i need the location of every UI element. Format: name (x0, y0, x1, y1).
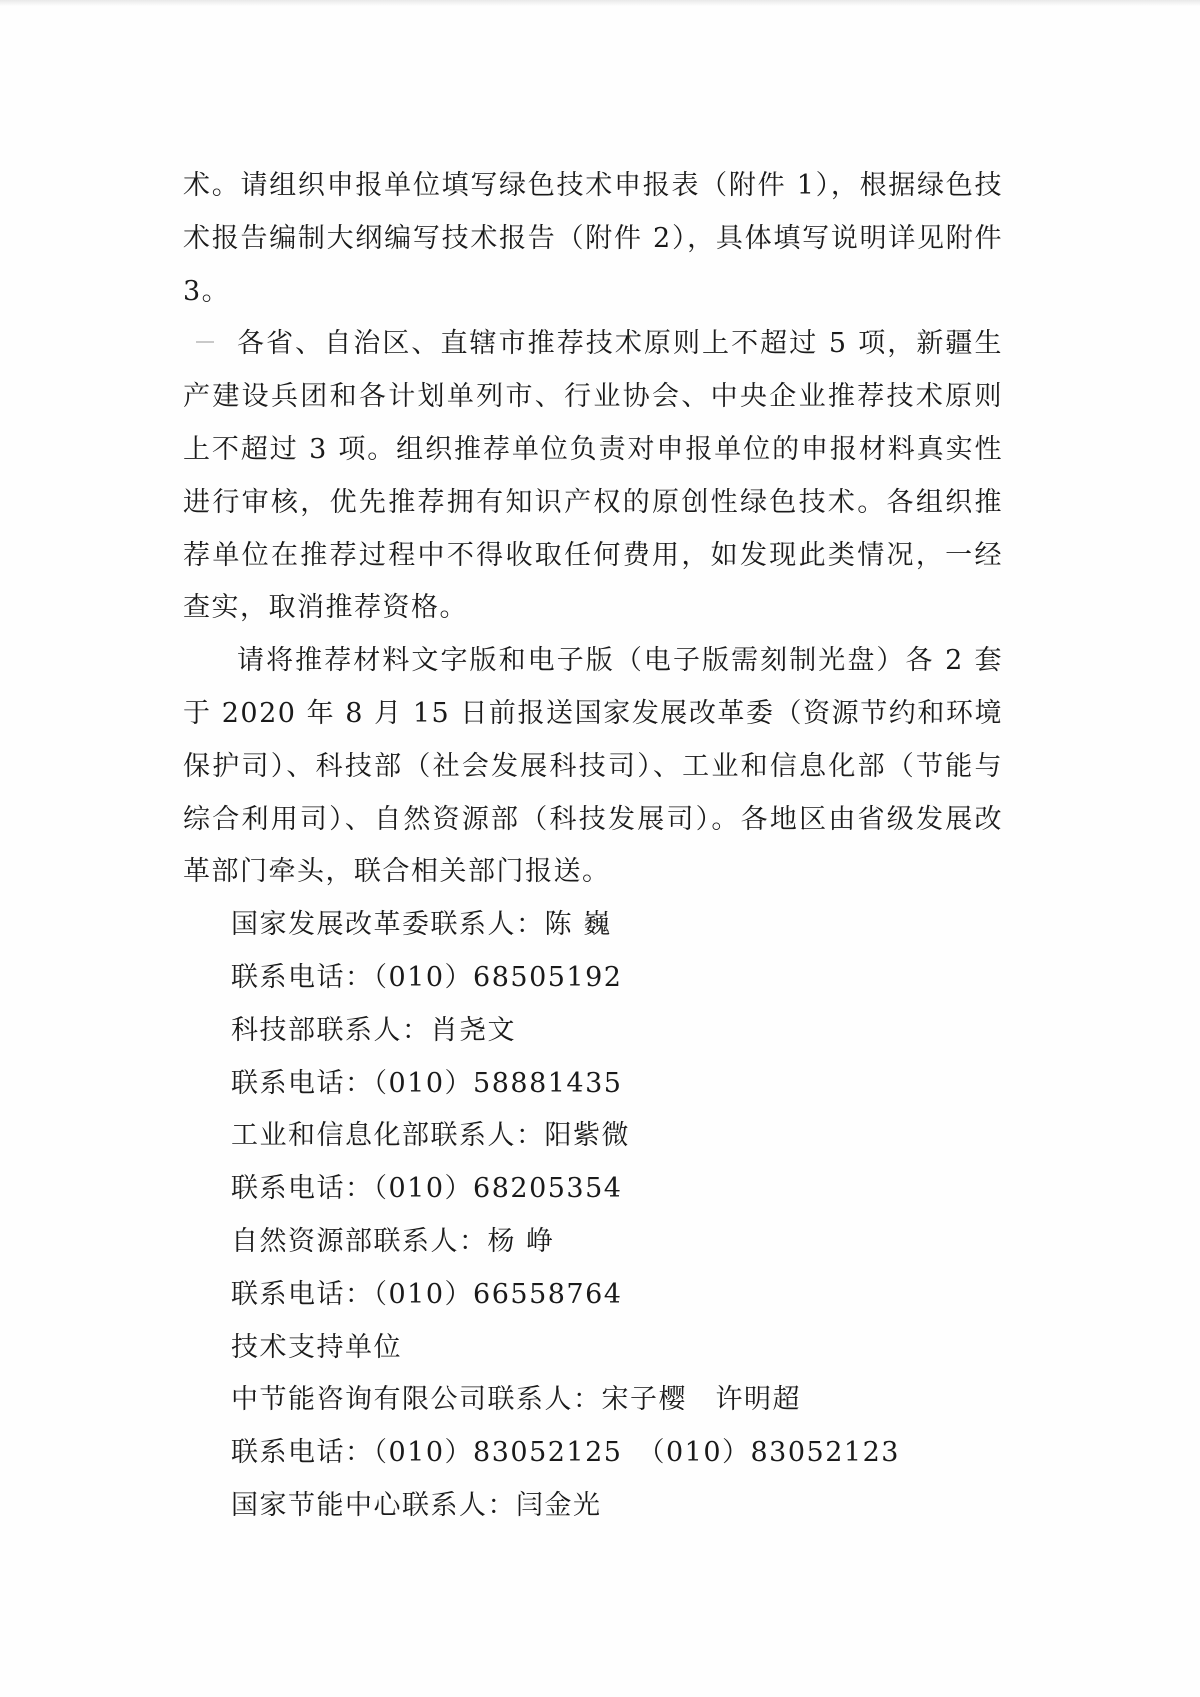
contact-most: 科技部联系人：肖尧文 (231, 1014, 516, 1046)
phone-cecep-consulting: 联系电话：（010）83052125 （010）83052123 (231, 1437, 900, 1469)
phone-miit: 联系电话：（010）68205354 (231, 1173, 623, 1205)
contact-cecep-consulting: 中节能咨询有限公司联系人：宋子樱 许明超 (231, 1384, 801, 1416)
contact-miit: 工业和信息化部联系人：阳紫微 (231, 1120, 630, 1152)
contact-ndrc: 国家发展改革委联系人：陈 巍 (231, 909, 612, 941)
contact-national-energy-center: 国家节能中心联系人：闫金光 (231, 1489, 602, 1521)
contact-mnr: 自然资源部联系人：杨 峥 (231, 1225, 555, 1257)
phone-mnr: 联系电话：（010）66558764 (231, 1278, 623, 1310)
scan-edge (0, 0, 1200, 6)
paragraph-submission: 请将推荐材料文字版和电子版（电子版需刻制光盘）各 2 套于 2020 年 8 月 15 日前报送国家发展改革委（资源节约和环境保护司）、科技部（社会发展科技司）、工业和信息化部（节能与综合利用司）、自然资源部（科技发展司）。各地区由省级发展改革部门牵头，联合相关部门报送。 (183, 645, 1003, 888)
document-body (183, 160, 1003, 1533)
phone-most: 联系电话：（010）58881435 (231, 1067, 623, 1099)
paragraph-recommendation-limits: 各省、自治区、直辖市推荐技术原则上不超过 5 项，新疆生产建设兵团和各计划单列市、行业协会、中央企业推荐技术原则上不超过 3 项。组织推荐单位负责对申报单位的申报材料真实性进行审核，优先推荐拥有知识产权的原创性绿色技术。各组织推荐单位在推荐过程中不得收取任何费用，如发现此类情况，一经查实，取消推荐资格。 (183, 328, 1003, 624)
support-units-heading: 技术支持单位 (231, 1331, 402, 1363)
phone-ndrc: 联系电话：（010）68505192 (231, 961, 623, 993)
paragraph-continuation: 术。请组织申报单位填写绿色技术申报表（附件 1），根据绿色技术报告编制大纲编写技术报告（附件 2），具体填写说明详见附件 3。 (183, 170, 1003, 307)
